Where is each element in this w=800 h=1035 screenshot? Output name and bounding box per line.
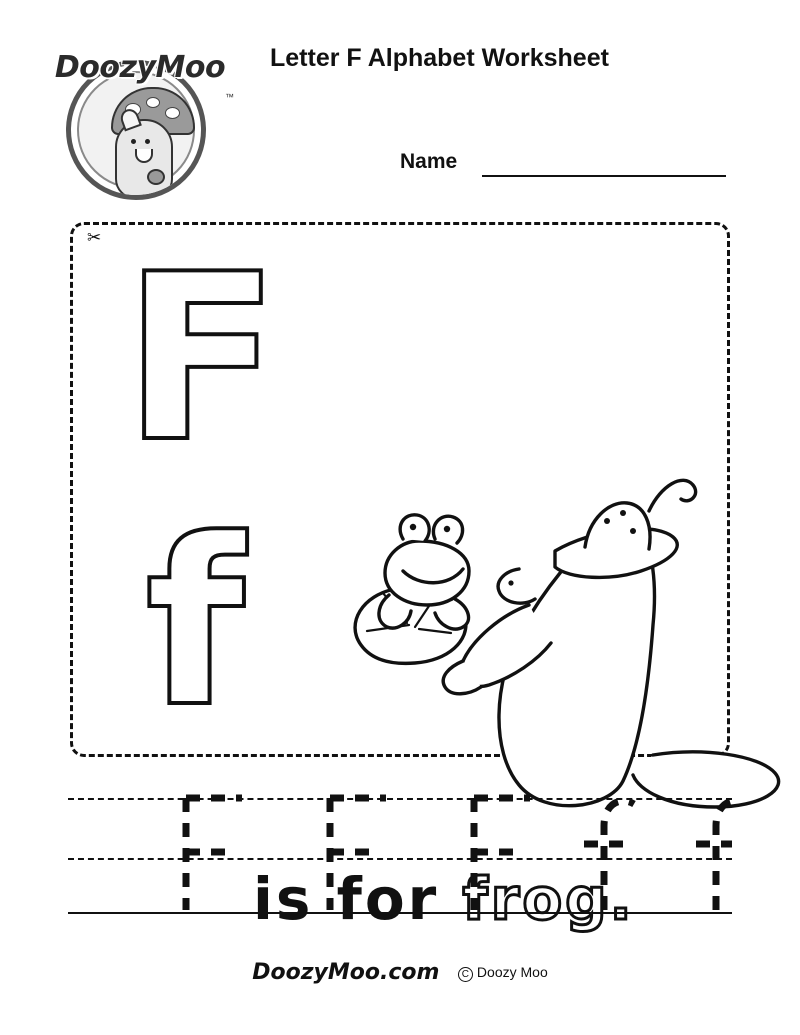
scissors-icon: ✂ — [87, 228, 102, 247]
phrase-prefix: is for — [253, 865, 440, 933]
name-label: Name — [400, 150, 458, 173]
name-field-row[interactable] — [400, 148, 740, 182]
page-title: Letter F Alphabet Worksheet — [270, 44, 609, 72]
uppercase-letter-outline: F — [123, 226, 281, 493]
phrase-word: frog. — [462, 865, 635, 933]
copyright-owner: Doozy Moo — [476, 963, 548, 980]
moo-character-icon — [115, 119, 173, 199]
trademark-mark: ™ — [225, 92, 234, 102]
cut-out-card — [70, 222, 730, 933]
name-input-line[interactable] — [482, 175, 726, 177]
copyright-notice — [458, 964, 548, 980]
copyright-icon: C — [458, 967, 473, 982]
footer-site-link[interactable]: DoozyMoo.com — [252, 960, 440, 985]
lowercase-letter-outline: f — [145, 491, 246, 758]
tracing-practice-area[interactable] — [68, 790, 732, 920]
footer — [0, 960, 800, 985]
trace-letter-row — [68, 790, 732, 920]
brand-logo[interactable] — [36, 30, 236, 185]
brand-wordmark: DoozyMoo — [54, 50, 226, 85]
